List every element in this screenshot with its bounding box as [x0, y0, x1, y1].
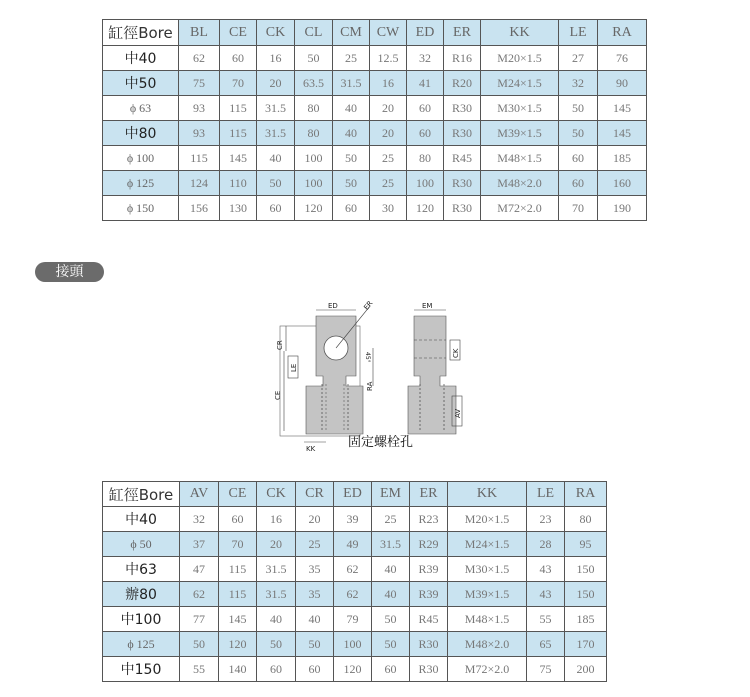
table-cell: 80 [295, 96, 333, 121]
table-cell: 50 [333, 171, 370, 196]
header-cell: CR [296, 482, 334, 507]
bore-cell: 中40 [103, 46, 179, 71]
table-cell: 150 [565, 557, 607, 582]
table-row [103, 171, 647, 196]
table-cell: 80 [565, 507, 607, 532]
header-cell: KK [448, 482, 527, 507]
table-cell: M48×2.0 [481, 171, 559, 196]
table-row [103, 582, 607, 607]
table-cell: 32 [180, 507, 219, 532]
table-cell: 47 [180, 557, 219, 582]
table-cell: M48×2.0 [448, 632, 527, 657]
table-cell: 80 [407, 146, 444, 171]
table-cell: 31.5 [257, 96, 295, 121]
header-cell: AV [180, 482, 219, 507]
table-row [103, 96, 647, 121]
table-cell: 60 [219, 507, 257, 532]
table-cell: 37 [180, 532, 219, 557]
table-cell: 55 [527, 607, 565, 632]
label-ra: RA [366, 381, 374, 391]
header-cell: RA [565, 482, 607, 507]
table-cell: 50 [257, 632, 296, 657]
bore-cell: 中80 [103, 121, 179, 146]
joint-dimension-table [102, 481, 607, 682]
clevis-dimension-table [102, 19, 647, 221]
table-cell: 120 [219, 632, 257, 657]
bore-cell: 中100 [103, 607, 180, 632]
bore-cell: 中63 [103, 557, 180, 582]
table-cell: 90 [598, 71, 647, 96]
table-cell: 25 [370, 146, 407, 171]
table-cell: 40 [296, 607, 334, 632]
header-cell: ED [334, 482, 372, 507]
table-cell: R45 [410, 607, 448, 632]
bore-cell: 中50 [103, 71, 179, 96]
table-cell: 190 [598, 196, 647, 221]
label-ck: CK [452, 348, 460, 358]
table-cell: R30 [410, 632, 448, 657]
table-cell: 185 [598, 146, 647, 171]
bore-cell: ϕ 50 [103, 532, 180, 557]
table-cell: M72×2.0 [481, 196, 559, 221]
table-cell: 150 [565, 582, 607, 607]
table-cell: 16 [370, 71, 407, 96]
header-cell: CK [257, 482, 296, 507]
table-cell: 49 [334, 532, 372, 557]
table-cell: M24×1.5 [481, 71, 559, 96]
table-row [103, 657, 607, 682]
bore-cell: 中40 [103, 507, 180, 532]
table-row [103, 196, 647, 221]
table-cell: 70 [219, 532, 257, 557]
table-cell: 93 [179, 96, 220, 121]
table-cell: 40 [372, 557, 410, 582]
table-cell: 20 [370, 121, 407, 146]
table-cell: 156 [179, 196, 220, 221]
table-cell: 80 [295, 121, 333, 146]
table-cell: 62 [179, 46, 220, 71]
table-cell: M20×1.5 [481, 46, 559, 71]
table-cell: 145 [219, 607, 257, 632]
table-row [103, 46, 647, 71]
table-cell: 40 [257, 146, 295, 171]
table-cell: M20×1.5 [448, 507, 527, 532]
table-cell: 120 [334, 657, 372, 682]
table-cell: 60 [333, 196, 370, 221]
table-cell: R30 [444, 171, 481, 196]
table-cell: 43 [527, 557, 565, 582]
table-cell: R16 [444, 46, 481, 71]
table-cell: R23 [410, 507, 448, 532]
table-cell: M30×1.5 [481, 96, 559, 121]
bore-cell: ϕ 125 [103, 171, 179, 196]
table-cell: 60 [372, 657, 410, 682]
table-cell: 25 [370, 171, 407, 196]
table-cell: 115 [220, 121, 257, 146]
bore-cell: ϕ 63 [103, 96, 179, 121]
label-le: LE [290, 363, 298, 372]
table-cell: 60 [296, 657, 334, 682]
table-cell: R39 [410, 557, 448, 582]
table-cell: 50 [559, 121, 598, 146]
label-fixing-bolt-hole: 固定螺栓孔 [348, 435, 414, 450]
table-cell: 31.5 [333, 71, 370, 96]
table-cell: 145 [598, 121, 647, 146]
table-cell: 50 [372, 632, 410, 657]
table-cell: 30 [370, 196, 407, 221]
table-cell: 120 [407, 196, 444, 221]
table-cell: 145 [220, 146, 257, 171]
table-cell: 25 [296, 532, 334, 557]
table-cell: 25 [333, 46, 370, 71]
table-cell: 100 [407, 171, 444, 196]
table-cell: 25 [372, 507, 410, 532]
table-cell: 62 [180, 582, 219, 607]
table-cell: 140 [219, 657, 257, 682]
table-cell: 31.5 [257, 582, 296, 607]
table-cell: 50 [295, 46, 333, 71]
label-av: AV [454, 408, 462, 418]
rod-end-body-side [408, 316, 456, 434]
header-cell: LE [559, 20, 598, 46]
table-cell: 35 [296, 557, 334, 582]
table-cell: 60 [257, 196, 295, 221]
table-cell: M30×1.5 [448, 557, 527, 582]
table-row [103, 146, 647, 171]
table-cell: 50 [180, 632, 219, 657]
table-cell: 28 [527, 532, 565, 557]
header-cell: CE [220, 20, 257, 46]
header-bore: 缸徑Bore [103, 20, 179, 46]
label-ed: ED [328, 302, 338, 310]
table-cell: M24×1.5 [448, 532, 527, 557]
table-cell: R30 [410, 657, 448, 682]
section-tag-joint: 接頭 [35, 262, 104, 282]
label-er: ER [362, 299, 375, 312]
label-ce: CE [274, 390, 282, 400]
table-row [103, 557, 607, 582]
table-cell: 100 [295, 146, 333, 171]
label-angle: 45° [364, 352, 371, 363]
table-cell: 130 [220, 196, 257, 221]
table-cell: 41 [407, 71, 444, 96]
label-em: EM [422, 302, 433, 310]
table-cell: 63.5 [295, 71, 333, 96]
table-cell: 40 [333, 121, 370, 146]
table-cell: 23 [527, 507, 565, 532]
table-cell: 35 [296, 582, 334, 607]
table-cell: 70 [559, 196, 598, 221]
table-cell: 60 [257, 657, 296, 682]
header-cell: CM [333, 20, 370, 46]
table-cell: 27 [559, 46, 598, 71]
bore-cell: 中150 [103, 657, 180, 682]
table-cell: 55 [180, 657, 219, 682]
table-row [103, 507, 607, 532]
table-cell: 65 [527, 632, 565, 657]
header-cell: CW [370, 20, 407, 46]
table-cell: R30 [444, 196, 481, 221]
header-cell: KK [481, 20, 559, 46]
header-row [103, 482, 607, 507]
table-cell: 16 [257, 507, 296, 532]
table-row [103, 607, 607, 632]
table-cell: M72×2.0 [448, 657, 527, 682]
table-cell: M48×1.5 [481, 146, 559, 171]
table-cell: 115 [219, 557, 257, 582]
table-cell: 115 [220, 96, 257, 121]
table-row [103, 532, 607, 557]
table-cell: 50 [257, 171, 295, 196]
bore-cell: 辦80 [103, 582, 180, 607]
table-cell: M48×1.5 [448, 607, 527, 632]
table-cell: 60 [220, 46, 257, 71]
table-cell: 100 [295, 171, 333, 196]
header-bore: 缸徑Bore [103, 482, 180, 507]
table-row [103, 632, 607, 657]
table-cell: 50 [296, 632, 334, 657]
table-cell: 12.5 [370, 46, 407, 71]
table-cell: 160 [598, 171, 647, 196]
table-cell: 75 [179, 71, 220, 96]
table-cell: 93 [179, 121, 220, 146]
table-cell: 60 [407, 96, 444, 121]
header-cell: EM [372, 482, 410, 507]
table-cell: 115 [179, 146, 220, 171]
header-cell: CL [295, 20, 333, 46]
table-cell: 40 [257, 607, 296, 632]
table-cell: 31.5 [257, 557, 296, 582]
table-cell: 110 [220, 171, 257, 196]
table-cell: 200 [565, 657, 607, 682]
table-cell: R45 [444, 146, 481, 171]
bore-cell: ϕ 150 [103, 196, 179, 221]
table-cell: 100 [334, 632, 372, 657]
table-cell: 43 [527, 582, 565, 607]
table-cell: R29 [410, 532, 448, 557]
table-cell: R20 [444, 71, 481, 96]
table-cell: 50 [559, 96, 598, 121]
header-cell: ED [407, 20, 444, 46]
table-cell: 39 [334, 507, 372, 532]
header-cell: LE [527, 482, 565, 507]
header-cell: CE [219, 482, 257, 507]
header-cell: CK [257, 20, 295, 46]
table-cell: 145 [598, 96, 647, 121]
table-cell: 70 [220, 71, 257, 96]
header-cell: BL [179, 20, 220, 46]
table-cell: 170 [565, 632, 607, 657]
table-cell: 60 [559, 171, 598, 196]
table-cell: 32 [559, 71, 598, 96]
table-cell: 20 [257, 71, 295, 96]
table-cell: 185 [565, 607, 607, 632]
table-cell: 31.5 [372, 532, 410, 557]
label-cr: CR [276, 340, 284, 350]
rod-end-drawing [268, 296, 478, 456]
table-cell: 62 [334, 582, 372, 607]
table-row [103, 121, 647, 146]
table-cell: 20 [370, 96, 407, 121]
label-kk: KK [306, 445, 316, 453]
table-cell: 40 [333, 96, 370, 121]
table-cell: 77 [180, 607, 219, 632]
table-cell: 76 [598, 46, 647, 71]
table-cell: 60 [559, 146, 598, 171]
table-cell: 50 [333, 146, 370, 171]
table-cell: 115 [219, 582, 257, 607]
table-cell: 60 [407, 121, 444, 146]
table-cell: 40 [372, 582, 410, 607]
table-row [103, 71, 647, 96]
table-cell: 16 [257, 46, 295, 71]
bore-cell: ϕ 125 [103, 632, 180, 657]
table-cell: 31.5 [257, 121, 295, 146]
table-cell: M39×1.5 [448, 582, 527, 607]
header-cell: RA [598, 20, 647, 46]
table-cell: R30 [444, 96, 481, 121]
table-cell: 20 [257, 532, 296, 557]
table-cell: 79 [334, 607, 372, 632]
table-cell: 120 [295, 196, 333, 221]
header-cell: ER [410, 482, 448, 507]
table-cell: 95 [565, 532, 607, 557]
table-cell: 50 [372, 607, 410, 632]
header-cell: ER [444, 20, 481, 46]
table-cell: R39 [410, 582, 448, 607]
table-cell: 20 [296, 507, 334, 532]
header-row [103, 20, 647, 46]
bore-cell: ϕ 100 [103, 146, 179, 171]
table-cell: 32 [407, 46, 444, 71]
table-cell: 124 [179, 171, 220, 196]
table-cell: 75 [527, 657, 565, 682]
table-cell: R30 [444, 121, 481, 146]
rod-end-body-front [306, 316, 363, 434]
table-cell: M39×1.5 [481, 121, 559, 146]
table-cell: 62 [334, 557, 372, 582]
